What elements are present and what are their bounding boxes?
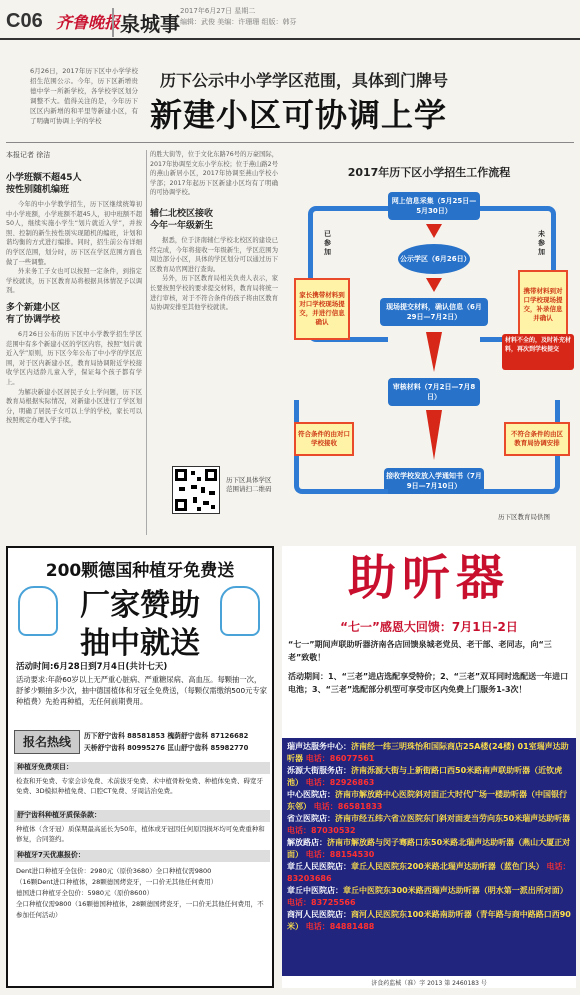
subhead-1b: 按性别随机编班 [6, 185, 70, 195]
hearing-aid-intro: “七一”期间声联助听器济南各店回馈泉城老党员、老干部、老同志，向“三老”致敬！ [288, 640, 552, 662]
hearing-aid-license: 济食药监械（准）字 2013 第 2460183 号 [371, 980, 487, 987]
dental-ad-date: 活动时间:6月28日到7月4日(共计七天) [16, 662, 168, 672]
newspaper-logo: 齐鲁晚报 [56, 13, 121, 32]
flowchart-title: 2017年历下区小学招生工作流程 [347, 166, 511, 179]
headline-top: 历下公示中小学学区范围，具体到门牌号 [160, 71, 449, 90]
page-number: C06 [6, 10, 43, 32]
supplement-box: 携带材料到对口学校现场提交，补录信息并确认 [518, 270, 568, 340]
article-column-1 [6, 150, 142, 426]
promo-line: 德国进口种植牙全包价：5980元（原价8600） [16, 889, 154, 897]
hotline-number[interactable]: 历下舒宁齿科 88581853 槐荫舒宁齿科 87126682 [84, 732, 249, 740]
flow-step-5: 接收学校发放入学通知书（7月9日—7月10日） [384, 468, 484, 494]
store-item[interactable]: 解放路店：济南市解放路与闵子骞路口东50米路北瑞声达助听器（燕山大厦正对面） 电话：88154530 [287, 838, 571, 859]
headline-main: 新建小区可协调上学 [150, 96, 448, 134]
qr-code[interactable] [172, 466, 220, 514]
free-items-title: 种植牙免费项目： [14, 762, 270, 774]
already-registered-label: 已参加 [324, 230, 331, 256]
hearing-aid-ad[interactable] [282, 546, 576, 988]
flow-step-3: 现场提交材料，确认信息（6月29日—7月2日） [380, 298, 488, 326]
warranty-text: 种植体（含牙冠）质保期最高延长为50年，植体或牙冠因任何原因损坏均可免费重种和修复，合同签约。 [16, 825, 265, 843]
arrow-down-icon [426, 278, 442, 292]
hotline-number[interactable]: 天桥舒宁齿科 80995276 匡山舒宁齿科 85982770 [84, 744, 249, 752]
page-header [0, 0, 580, 40]
subhead-1: 小学班额不超45人 [6, 173, 82, 183]
issue-date: 2017年6月27日 星期二 [180, 7, 256, 15]
subhead-3b: 今年一年级新生 [150, 220, 214, 231]
chart-source: 历下区教育局供图 [498, 513, 550, 521]
subhead-2b: 有了协调学校 [6, 314, 61, 325]
store-item[interactable]: 章丘人民医院店：章丘人民医院东200米路北瑞声达助听器（蓝色门头） 电话：83203686 [287, 862, 571, 883]
column-divider [146, 150, 147, 535]
missing-materials-box: 材料不全的，及时补充材料，再次到学校提交 [502, 334, 574, 370]
store-item[interactable]: 泺源大街服务店：济南泺源大街与上新街路口西50米路南声联助听器（近钦虎池） 电话：82926863 [287, 766, 563, 787]
arrow-down-icon [426, 410, 442, 460]
promo-line: （16颗Dent进口种植体，28颗德国烤瓷牙，一口价无其他任何费用） [16, 878, 218, 886]
paragraph: 据悉，位于济南辅仁学校北校区的建设已经完成，今年将接收一年级新生，学区范围为周边部分小区，具体的学区划分可以通过历下区教育局官网进行查询。 [150, 236, 278, 273]
editor-credits: 编辑：武俊 美编：许珊珊 组版：韩芬 [180, 18, 297, 26]
dental-ad[interactable] [6, 546, 274, 988]
paragraph: 为解决新建小区居民子女上学问题，历下区教育局根据实际情况，对新建小区进行了学区划分，明确了居民子女可以上学的学校，家长可以按照规定办理入学手续。 [6, 388, 142, 425]
store-item[interactable]: 省立医院店：济南市经五纬六省立医院东门斜对面麦当劳向东50米瑞声达助听器 电话：87030532 [287, 814, 571, 835]
hearing-aid-promo: 活动期间：1、“三老”进店选配享受特价；2、“三老”双耳同时选配送一年进口电池；3、“三老”选配部分机型可享受市区内免费上门服务1-3次！ [288, 672, 569, 694]
promo-line: 全口种植仅需9800（16颗德国种植体，28颗德国烤瓷牙，一口价无其他任何费用，不参加任何活动） [16, 900, 264, 919]
warranty-title: 舒宁齿科种植牙质保条款： [14, 810, 270, 822]
section-title: 泉城事 [112, 8, 180, 37]
dental-ad-requirements: 活动要求:年龄60岁以上无严重心脏病、严重糖尿病、高血压。每颗抽一次，舒爹少颗抽多少次，抽中德国植体和牙冠全免费送，（每颗仅需缴纳500元专家种植费）先抢再种植，无任何前期费用。 [16, 675, 268, 706]
paragraph: 的胜大街等，位于文化东路76号的万豪国际，2017年协调至文东小学东校；位于燕山路2号的燕山新居小区，2017年协调至燕山学校小学部；2017年起历下区新建小区均有了明确的可协调学校。 [150, 151, 278, 197]
not-registered-label: 未参加 [538, 230, 545, 256]
paragraph: 另外，历下区教育局相关负责人表示，家长要按照学校的要求提交材料，教育局将统一进行审核，对于不符合条件的孩子将由区教育局协调安排至其他学校就读。 [150, 275, 278, 312]
arrow-down-icon [426, 332, 442, 372]
promo-text [16, 866, 268, 921]
eligible-box: 符合条件的由对口学校接收 [294, 422, 354, 456]
hotline-list[interactable] [84, 730, 272, 754]
paragraph: 今年的中小学教学招生，历下区继续统筹初中小学班额，小学班额不超45人，初中班额不超50人，继续实施小学生“划片就近入学”，并按照、控制的新生按性别实现随机的编班，计划和谐均衡的方式进行编排。同时，招生前公布详细的学区范围，划分时，历下区在学区范围方面也做了一些调整。 [6, 201, 142, 266]
article-lead: 6月26日，2017年历下区中小学学校招生范围公示。今年，历下区新增贵德中学一所新学校，各学校学区划分调整不大。值得关注的是，今年历下区区内新增的和平里等新建小区，有了明确可协调上学的学校 [30, 67, 138, 125]
promo-title: 种植牙7天优惠报价： [14, 850, 270, 862]
flow-step-1: 网上信息采集（5月25日—5月30日） [388, 192, 480, 220]
store-item[interactable]: 章丘中医院店：章丘中医院东300米路西瑞声达助听器（明水第一派出所对面） 电话：83725566 [287, 886, 568, 907]
hearing-aid-title: 助听器 [282, 546, 576, 610]
ineligible-box: 不符合条件的由区教育局协调安排 [504, 422, 570, 456]
flow-step-2: 公示学区（6月26日） [398, 244, 470, 274]
store-list [282, 738, 576, 976]
store-item[interactable]: 瑞声达服务中心：济南经一纬三明珠怡和国际商店25A楼(24楼) 01室瑞声达助听器 电话：86077561 [287, 742, 569, 763]
store-item[interactable]: 中心医院店：济南市解放路中心医院斜对面正大时代广场一楼助听器（中国银行东邻） 电话：86581833 [287, 790, 567, 811]
paragraph: 外来务工子女也可以按照一定条件，到指定学校就读，历下区教育局将根据具体情况予以调剂。 [6, 268, 142, 295]
hearing-aid-subtitle: “七一”感恩大回馈：7月1日-2日 [340, 620, 518, 634]
qr-caption: 历下区具体学区范围请扫二维码 [226, 476, 272, 493]
issue-meta [180, 6, 296, 28]
flow-step-4: 审核材料（7月2日—7月8日） [388, 378, 480, 406]
free-items-text: 检查和开免费、专家会诊免费、术前拔牙免费、术中植骨粉免费、种植体免费、碍宽牙免费、3D模拟种植免费、口腔CT免费、牙周洁治免费。 [16, 777, 263, 795]
enrollment-flowchart [284, 150, 574, 535]
divider [6, 142, 574, 143]
dental-ad-headline-2: 抽中就送 [80, 626, 200, 661]
subhead-2: 多个新建小区 [6, 302, 61, 313]
store-item[interactable]: 商河人民医院店：商河人民医院东100米路南助听器（青年路与商中路路口西90米） 电话：84881488 [287, 910, 571, 931]
dental-ad-title: 200颗德国种植牙免费送 [45, 561, 235, 581]
parent-submit-box: 家长携带材料到对口学校现场提交，并进行信息确认 [294, 278, 350, 340]
dental-ad-headline-1: 厂家赞助 [80, 588, 200, 623]
subhead-3: 辅仁北校区接收 [150, 208, 214, 219]
hotline-label: 报名热线 [14, 730, 80, 754]
byline: 本报记者 徐洁 [6, 151, 51, 159]
article-column-2 [150, 150, 278, 313]
arrow-down-icon [426, 224, 442, 238]
promo-line: Dent进口种植牙全包价：2980元（原价3680）全口种植仅需9800 [16, 867, 212, 875]
paragraph: 6月26日公布的历下区中小学教学招生学区范围中有多个新建小区的学区内容，按照“划片就近入学”原则，历下区今年公布了中小学的学区范围，对于区内新建小区，教育局协调附近学校接收学区内适龄儿童入学，保证每个孩子都有学上。 [6, 330, 142, 386]
